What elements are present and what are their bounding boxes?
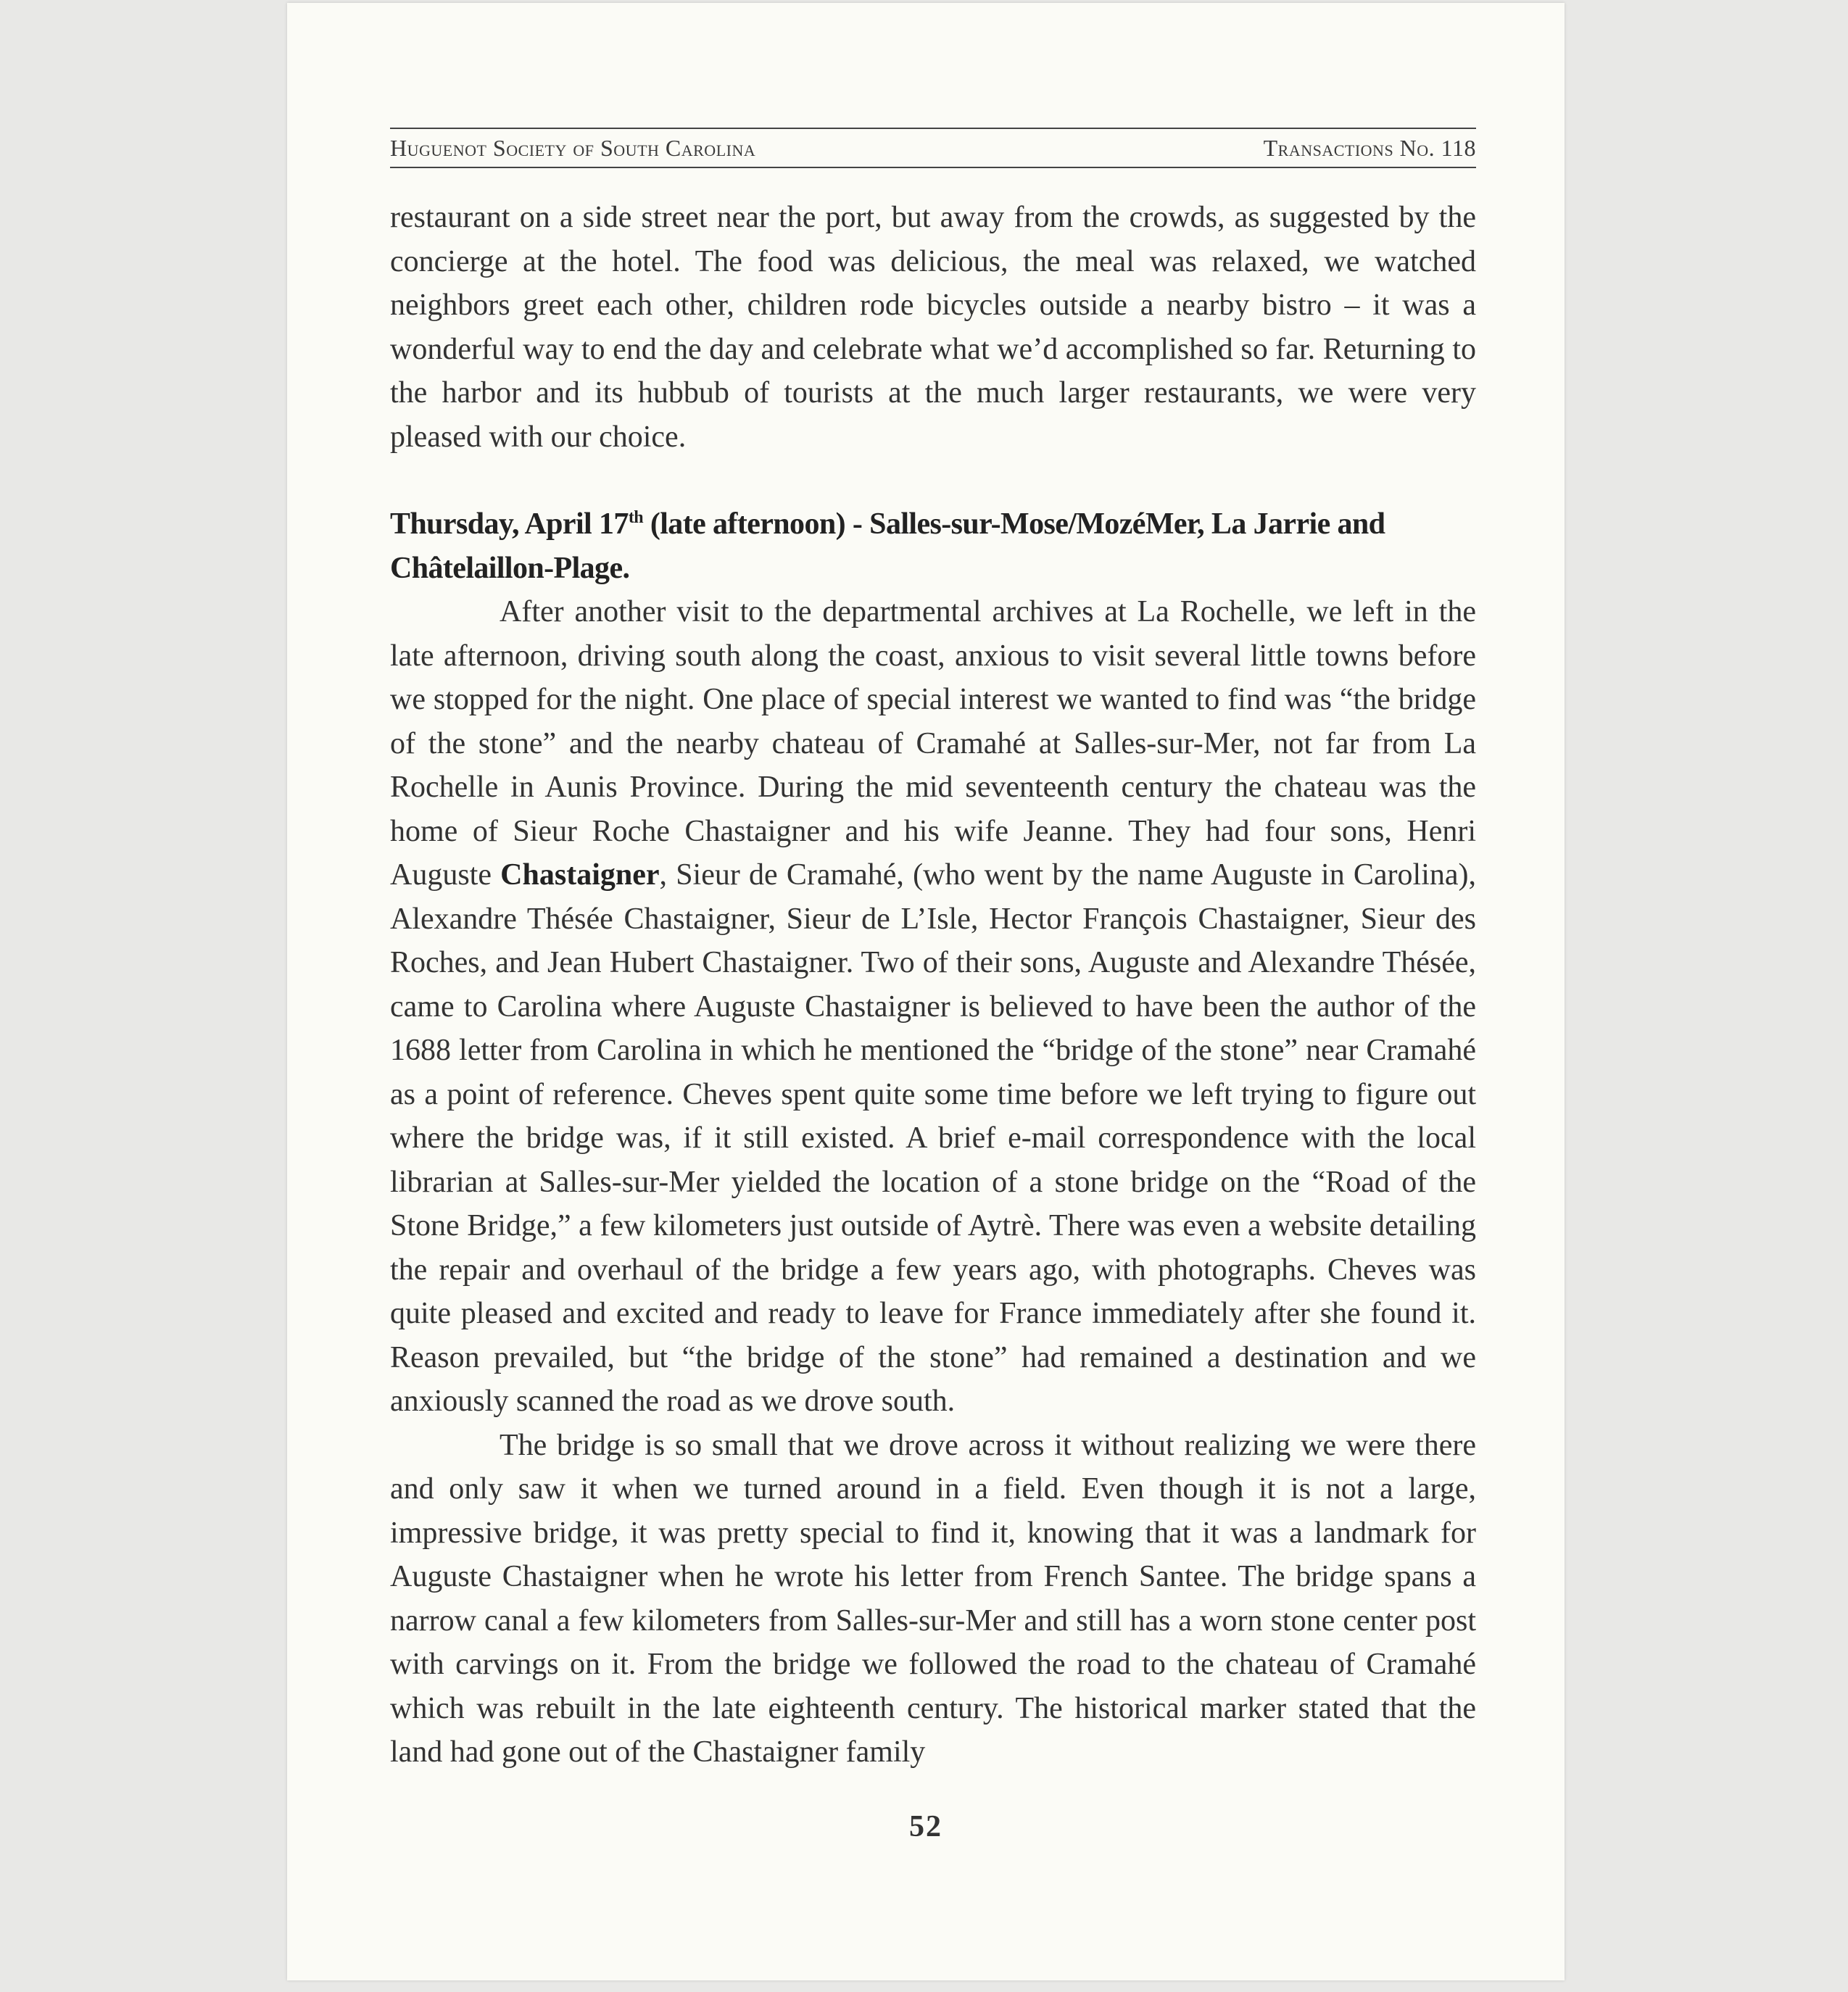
page-body xyxy=(390,196,1476,1775)
page-number: 52 xyxy=(909,1810,942,1843)
running-header xyxy=(390,128,1476,168)
paragraph-bridge-search-part-a: After another visit to the departmental archives at La Rochelle, we left in the late afternoon, driving south along the coast, anxious to visit several little towns before we stopped for the night. One place of special interest we wanted to find was “the bridge of the stone” and the nearby chateau of Cramahé at Salles-sur-Mer, not far from La Rochelle in Aunis Province. During the mid seventeenth century the chateau was the home of Sieur Roche Chastaigner and his wife Jeanne. They had four sons, Henri Auguste xyxy=(390,595,1476,892)
paragraph-bridge-search-part-b: , Sieur de Cramahé, (who went by the name Auguste in Carolina), Alexandre Thésée Chastaigner, Sieur de L’Isle, Hector François Chastaigner, Sieur des Roches, and Jean Hubert Chastaigner. Two of their sons, Auguste and Alexandre Thésée, came to Carolina where Auguste Chastaigner is believed to have been the author of the 1688 letter from Carolina in which he mentioned the “bridge of the stone” near Cramahé as a point of reference. Cheves spent quite some time before we left trying to figure out where the bridge was, if it still existed. A brief e-mail correspondence with the local librarian at Salles-sur-Mer yielded the location of a stone bridge on the “Road of the Stone Bridge,” a few kilometers just outside of Aytrè. There was even a website detailing the repair and overhaul of the bridge a few years ago, with photographs. Cheves was quite pleased and excited and ready to leave for France immediately after she found it. Reason prevailed, but “the bridge of the stone” had remained a destination and we anxiously scanned the road as we drove south. xyxy=(390,858,1476,1418)
paragraph-bridge-found: The bridge is so small that we drove across it without realizing we were there and only saw it when we turned around in a field. Even though it is not a large, impressive bridge, it was pretty special to find it, knowing that it was a landmark for Auguste Chastaigner when he wrote his letter from French Santee. The bridge spans a narrow canal a few kilometers from Salles-sur-Mer and still has a worn stone center post with carvings on it. From the bridge we followed the road to the chateau of Cramahé which was rebuilt in the late eighteenth century. The historical marker stated that the land had gone out of the Chastaigner family xyxy=(390,1428,1476,1769)
heading-date-suffix: th xyxy=(628,508,643,527)
paragraph-restaurant: restaurant on a side street near the port, but away from the crowds, as suggested by the concierge at the hotel. The food was delicious, the meal was relaxed, we watched neighbors greet each other, children rode bicycles outside a nearby bistro – it was a wonderful way to end the day and celebrate what we’d accomplished so far. Returning to the harbor and its hubbub of tourists at the much larger restaurants, we were very pleased with our choice. xyxy=(390,201,1476,454)
heading-places: (late afternoon) - Salles-sur-Mose/MozéMer, La Jarrie and Châtelaillon-Plage. xyxy=(390,507,1385,585)
bold-surname: Chastaigner xyxy=(500,858,660,892)
section-heading xyxy=(390,502,1476,590)
header-society-name: Huguenot Society of South Carolina xyxy=(390,135,756,161)
heading-date: Thursday, April 17 xyxy=(390,507,629,541)
paragraph-bridge-search xyxy=(390,590,1476,1424)
header-transactions-number: Transactions No. 118 xyxy=(1263,135,1476,161)
book-page xyxy=(287,3,1565,1980)
